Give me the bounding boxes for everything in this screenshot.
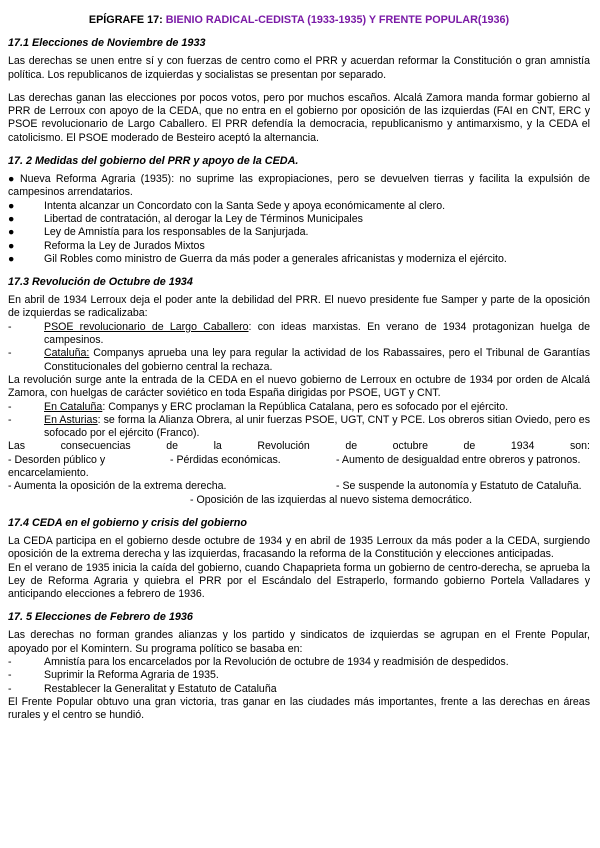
section-1-paragraph-1: Las derechas se unen entre sí y con fuerzas de centro como el PRR y acuerdan reformar la Constitución o gran amnistía política. Los republicanos de izquierdas y socialistas se presentan por separado.	[8, 55, 590, 81]
list-item: - PSOE revolucionario de Largo Caballero: con ideas marxistas. En verano de 1934 protagonizan huelga de campesinos.	[8, 320, 590, 347]
consequence-item: - Oposición de las izquierdas al nuevo sistema democrático.	[190, 493, 473, 506]
bullet-icon: ●	[8, 173, 15, 186]
dash-marker: -	[8, 655, 12, 668]
section-3-heading: 17.3 Revolución de Octubre de 1934	[8, 276, 193, 289]
list-item: ● Nueva Reforma Agraria (1935): no suprime las expropiaciones, pero se devuelven tierras y facilita la expulsión de campesinos arrendatarios.	[8, 173, 590, 199]
consequences-intro: Las consecuencias de la Revolución de octubre de 1934 son:	[8, 440, 590, 453]
section-4-paragraph-1: La CEDA participa en el gobierno desde octubre de 1934 y en abril de 1935 Lerroux da más poder a la CEDA, surgiendo oposición de la extrema derecha y las izquierdas, fracasando la reforma de la Constitución y elecciones anticipadas.	[8, 534, 590, 561]
section-5-heading: 17. 5 Elecciones de Febrero de 1936	[8, 611, 193, 624]
dash-marker: -	[8, 347, 12, 360]
list-item: - Cataluña: Companys aprueba una ley para regular la actividad de los Rabassaires, pero el Tribunal de Garantías Constitucionales del gobierno central la rechaza.	[8, 347, 590, 373]
list-item: - En Asturias: se forma la Alianza Obrera, al unir fuerzas PSOE, UGT, CNT y PCE. Los obreros sitian Oviedo, pero es sofocado por el ejército (Franco).	[8, 413, 590, 440]
dash-marker: -	[8, 320, 12, 333]
section-1-paragraph-2: Las derechas ganan las elecciones por pocos votos, pero por muchos escaños. Alcalá Zamora manda formar gobierno al PRR de Lerroux con apoyo de la CEDA, que no entra en el gobierno por oposición de las izquierdas (FAI en CNT, ERC y PSOE revolucionario de Largo Caballero. El PRR defendía la democracia, republicanismo y antimarxismo, y la CEDA el catolicismo. El PSOE moderado de Besteiro aceptó la alternancia.	[8, 91, 590, 144]
list-item: - Amnistía para los encarcelados por la Revolución de octubre de 1934 y readmisión de despedidos.	[8, 655, 509, 668]
list-item: ● Gil Robles como ministro de Guerra da más poder a generales africanistas y moderniza el ejército.	[8, 252, 507, 265]
list-item: - En Cataluña: Companys y ERC proclaman la República Catalana, pero es sofocado por el ejército.	[8, 400, 509, 413]
section-3-paragraph-2: La revolución surge ante la entrada de la CEDA en el nuevo gobierno de Lerroux en octubre de 1934 por orden de Alcalá Zamora, con huelgas de carácter soviético en toda España dirigidas por PSOE, UGT y CNT.	[8, 373, 590, 400]
title-topic: BIENIO RADICAL-CEDISTA (1933-1935) Y FRENTE POPULAR(1936)	[165, 14, 510, 26]
section-5-paragraph-1: Las derechas no forman grandes alianzas y los partido y sindicatos de izquierdas se agrupan en el Frente Popular, apoyado por el Komintern. Su programa político se basaba en:	[8, 629, 590, 655]
dash-marker: -	[8, 682, 12, 695]
bullet-icon: ●	[8, 212, 15, 225]
section-5-paragraph-2: El Frente Popular obtuvo una gran victoria, tras ganar en las ciudades más importantes, frente a las derechas en áreas rurales y el centro se hundió.	[8, 695, 590, 722]
bullet-icon: ●	[8, 239, 15, 252]
consequence-item: - Se suspende la autonomía y Estatuto de Cataluña.	[336, 480, 582, 493]
bullet-icon: ●	[8, 252, 15, 265]
list-item: ● Reforma la Ley de Jurados Mixtos	[8, 239, 205, 252]
list-item: ● Intenta alcanzar un Concordato con la Santa Sede y apoya económicamente al clero.	[8, 199, 446, 212]
page-title	[8, 14, 590, 27]
list-item: - Suprimir la Reforma Agraria de 1935.	[8, 669, 219, 682]
bullet-icon: ●	[8, 226, 15, 239]
section-3-paragraph-1: En abril de 1934 Lerroux deja el poder ante la debilidad del PRR. El nuevo presidente fue Samper y parte de la oposición de izquierdas se radicalizaba:	[8, 294, 590, 320]
consequence-item: - Pérdidas económicas.	[170, 453, 281, 466]
dash-marker: -	[8, 400, 12, 413]
consequence-item: - Desorden público y encarcelamiento.	[8, 453, 106, 480]
section-4-heading: 17.4 CEDA en el gobierno y crisis del gobierno	[8, 516, 247, 529]
list-item: ● Libertad de contratación, al derogar la Ley de Términos Municipales	[8, 212, 363, 225]
consequence-item: - Aumenta la oposición de la extrema derecha.	[8, 480, 227, 493]
section-4-paragraph-2: En el verano de 1935 inicia la caída del gobierno, cuando Chapaprieta forma un gobierno de centro-derecha, se aprueba la Ley de Reforma Agraria y quiebra el PRR por el Escándalo del Estraperlo, formando gobierno Portela Valladares y anticipando elecciones a febrero de 1936.	[8, 561, 590, 601]
section-2-heading: 17. 2 Medidas del gobierno del PRR y apoyo de la CEDA.	[8, 155, 299, 168]
title-label: EPÍGRAFE 17:	[88, 14, 163, 26]
consequence-item: - Aumento de desigualdad entre obreros y patronos.	[336, 453, 581, 466]
section-1-heading: 17.1 Elecciones de Noviembre de 1933	[8, 37, 206, 50]
dash-marker: -	[8, 669, 12, 682]
consequences-list	[8, 454, 590, 507]
dash-marker: -	[8, 413, 12, 426]
list-item: - Restablecer la Generalitat y Estatuto de Cataluña	[8, 682, 277, 695]
list-item: ● Ley de Amnistía para los responsables de la Sanjurjada.	[8, 226, 309, 239]
bullet-icon: ●	[8, 199, 15, 212]
